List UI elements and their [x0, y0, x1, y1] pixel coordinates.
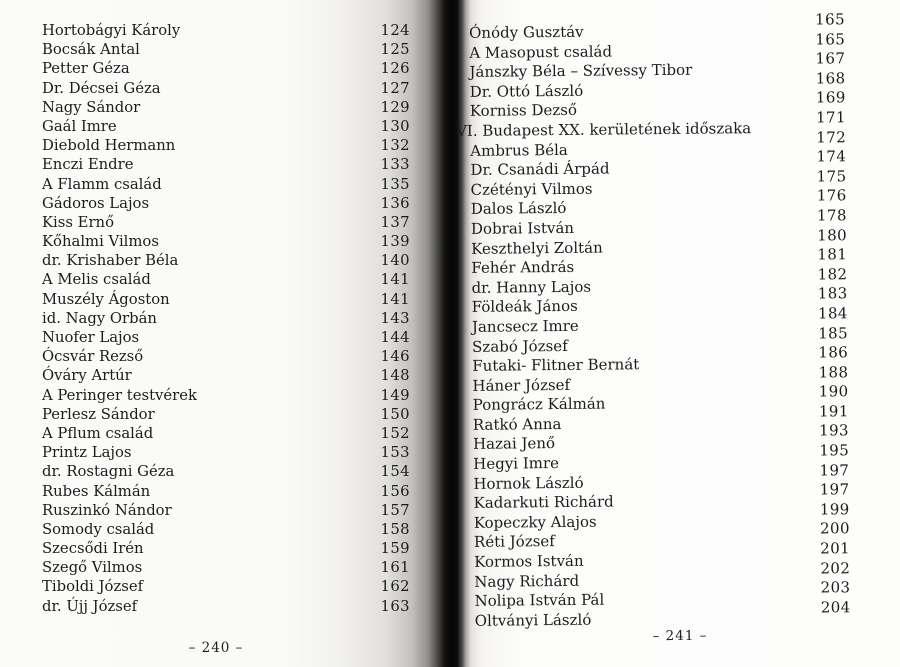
entry-name: Nuofer Lajos [42, 329, 140, 346]
entry-page-number: 136 [380, 194, 410, 212]
entry-name: Szabó József [472, 336, 568, 356]
entry-page-number: 124 [380, 22, 410, 39]
entry-page-number: 146 [380, 348, 410, 366]
left-page-number-footer: – 240 – [188, 640, 244, 656]
entry-name: Nagy Sándor [42, 98, 141, 116]
entry-page-number: 129 [380, 98, 410, 116]
entry-name: Jánszky Béla – Szívessy Tibor [469, 60, 693, 82]
entry-page-number: 159 [380, 540, 410, 558]
index-entry-row [42, 462, 410, 481]
entry-page-number: 133 [380, 156, 410, 174]
index-entry-row [42, 482, 410, 501]
entry-page-number: 130 [380, 117, 410, 135]
entry-page-number: 204 [820, 598, 851, 617]
entry-name: Tiboldi József [42, 578, 144, 596]
entry-name: Dr. Décsei Géza [42, 79, 161, 97]
entry-name: A Flamm család [42, 175, 162, 193]
entry-name: Szegő Vilmos [42, 559, 143, 577]
index-entry-row [42, 520, 410, 539]
entry-page-number: 203 [820, 578, 851, 597]
index-entry-row [42, 558, 410, 577]
entry-name: Dr. Csanádi Árpád [470, 159, 610, 180]
entry-page-number: 167 [815, 49, 846, 68]
entry-name: A Peringer testvérek [42, 386, 197, 404]
entry-page-number: 195 [819, 441, 850, 460]
entry-page-number: 183 [817, 284, 848, 303]
entry-page-number: 141 [380, 271, 410, 289]
index-entry-row [42, 40, 410, 59]
entry-name: Kopeczky Alajos [473, 512, 597, 532]
entry-name: Óváry Artúr [42, 367, 132, 385]
entry-page-number: 180 [817, 225, 848, 245]
entry-name: VI. Budapest XX. kerületének időszaka [455, 119, 752, 140]
entry-name: Ruszinkó Nándor [42, 501, 172, 519]
entry-name: Hegyi Imre [473, 454, 560, 473]
entry-page-number: 148 [380, 367, 410, 385]
entry-page-number: 161 [380, 559, 410, 577]
index-entry-row [42, 347, 410, 366]
index-entry-row [42, 194, 410, 213]
entry-page-number: 137 [380, 213, 410, 231]
entry-page-number: 169 [815, 88, 846, 107]
entry-page-number: 162 [380, 578, 410, 596]
entry-name: Kadarkuti Richárd [473, 492, 614, 513]
entry-name: dr. Krishaber Béla [42, 252, 179, 270]
entry-name: Nolipa István Pál [474, 590, 605, 611]
entry-name: dr. Hanny Lajos [471, 277, 592, 297]
entry-name: Bocsák Antal [42, 41, 140, 59]
entry-name: dr. Rostagni Géza [42, 463, 175, 481]
entry-page-number: 171 [815, 108, 846, 127]
entry-name: A Masopust család [469, 42, 613, 62]
entry-name: Perlesz Sándor [42, 405, 155, 423]
entry-name: Hortobágyi Károly [42, 22, 181, 39]
entry-page-number: 185 [818, 323, 849, 343]
entry-page-number: 165 [815, 29, 846, 49]
entry-name: Petter Géza [42, 60, 130, 78]
entry-page-number: 182 [817, 264, 848, 284]
index-entry-row [42, 328, 410, 347]
index-entry-row [42, 290, 410, 309]
entry-name: Szecsődi Irén [42, 540, 144, 558]
left-page-index-list [42, 21, 410, 616]
entry-page-number: 141 [380, 290, 410, 308]
entry-name: Földeák János [471, 297, 578, 317]
entry-name: Printz Lajos [42, 444, 132, 462]
entry-page-number: 135 [380, 175, 410, 193]
entry-name: Czétényi Vilmos [470, 179, 593, 199]
entry-name: Jancsecz Imre [471, 316, 579, 336]
entry-page-number: 190 [818, 382, 849, 401]
entry-name: Enczi Endre [42, 156, 134, 174]
entry-name: Kőhalmi Vilmos [42, 233, 159, 251]
entry-page-number: 140 [380, 252, 410, 270]
entry-page-number: 157 [380, 501, 410, 519]
entry-name: Fehér András [471, 257, 575, 277]
entry-name: Dalos László [470, 199, 567, 219]
index-entry-row [42, 79, 410, 98]
entry-page-number: 184 [817, 304, 848, 323]
entry-name: Hornok László [473, 473, 584, 493]
entry-name: A Pflum család [42, 424, 154, 442]
entry-name: Pongrácz Kálmán [472, 394, 606, 415]
entry-page-number: 139 [380, 233, 410, 251]
index-entry-row [42, 539, 410, 558]
entry-name: Rubes Kálmán [42, 482, 151, 500]
entry-name: Futaki- Flitner Bernát [472, 355, 640, 375]
index-entry-row [42, 117, 410, 136]
entry-name: Muszély Ágoston [42, 290, 170, 308]
entry-page-number: 191 [818, 402, 849, 421]
entry-name: Gaál Imre [42, 117, 117, 135]
index-entry-row [42, 366, 410, 385]
entry-page-number: 158 [380, 520, 410, 538]
entry-name: Somody család [42, 520, 155, 538]
entry-page-number: 178 [816, 206, 847, 225]
entry-name: Hazai Jenő [472, 434, 556, 454]
entry-name: Ónódy Gusztáv [468, 22, 584, 42]
index-entry-row [42, 424, 410, 443]
entry-name: Dr. Ottó László [469, 81, 584, 101]
entry-name: Diebold Hermann [42, 137, 176, 155]
entry-name: Réti József [473, 532, 555, 552]
entry-page-number: 126 [380, 60, 410, 78]
entry-page-number: 163 [380, 597, 410, 615]
entry-page-number: 188 [818, 362, 849, 382]
index-entry-row [42, 232, 410, 251]
index-entry-row [42, 270, 410, 289]
entry-page-number: 132 [380, 137, 410, 155]
entry-page-number: 200 [819, 519, 850, 538]
entry-page-number: 153 [380, 444, 410, 462]
entry-page-number: 186 [818, 343, 849, 362]
right-page-number-footer: – 241 – [652, 627, 708, 645]
index-entry-row [42, 597, 410, 616]
entry-name: Keszthelyi Zoltán [471, 238, 603, 258]
index-entry-row [42, 59, 410, 78]
entry-page-number: 144 [380, 329, 410, 346]
right-page-index-list [455, 10, 851, 631]
entry-name: Nagy Richárd [474, 571, 580, 591]
index-entry-row [42, 213, 410, 232]
entry-name: id. Nagy Orbán [42, 309, 157, 327]
entry-page-number: 181 [817, 245, 848, 264]
entry-page-number: 174 [816, 147, 847, 166]
entry-page-number: 165 [815, 10, 846, 29]
entry-name: dr. Újj József [42, 597, 138, 615]
entry-name: Ambrus Béla [470, 140, 568, 160]
index-entry-row [42, 443, 410, 462]
entry-page-number: 202 [820, 558, 851, 578]
entry-name: Korniss Dezső [469, 101, 578, 121]
entry-name: A Melis család [42, 271, 151, 289]
entry-name: Kormos István [474, 551, 584, 571]
entry-page-number: 193 [818, 421, 850, 440]
entry-page-number: 172 [816, 127, 847, 147]
index-entry-row [42, 175, 410, 194]
entry-page-number: 125 [380, 41, 410, 59]
index-entry-row [42, 309, 410, 328]
index-entry-row [42, 405, 410, 424]
entry-page-number: 127 [380, 79, 410, 97]
index-entry-row [42, 98, 410, 117]
entry-page-number: 175 [816, 166, 847, 186]
entry-page-number: 150 [380, 405, 410, 423]
entry-name: Ócsvár Rezső [42, 348, 144, 366]
entry-page-number: 149 [380, 386, 410, 404]
index-entry-row [42, 21, 410, 40]
index-entry-row [42, 501, 410, 520]
index-entry-row [42, 577, 410, 596]
entry-page-number: 199 [819, 500, 850, 519]
entry-name: Gádoros Lajos [42, 194, 150, 212]
entry-page-number: 168 [815, 69, 846, 88]
entry-page-number: 197 [819, 460, 850, 480]
index-entry-row [42, 386, 410, 405]
entry-page-number: 143 [380, 309, 410, 327]
entry-page-number: 176 [816, 186, 847, 205]
entry-page-number: 154 [380, 463, 410, 481]
entry-page-number: 197 [819, 480, 850, 499]
index-entry-row [42, 136, 410, 155]
entry-name: Dobrai István [470, 218, 575, 238]
entry-page-number: 152 [380, 424, 410, 442]
index-entry-row [42, 251, 410, 270]
entry-page-number: 156 [380, 482, 410, 500]
entry-name: Ratkó Anna [472, 414, 562, 434]
entry-name: Oltványi László [474, 610, 592, 630]
entry-name: Kiss Ernő [42, 213, 114, 231]
entry-page-number: 201 [820, 539, 851, 558]
index-entry-row [42, 155, 410, 174]
entry-name: Háner József [472, 375, 571, 395]
